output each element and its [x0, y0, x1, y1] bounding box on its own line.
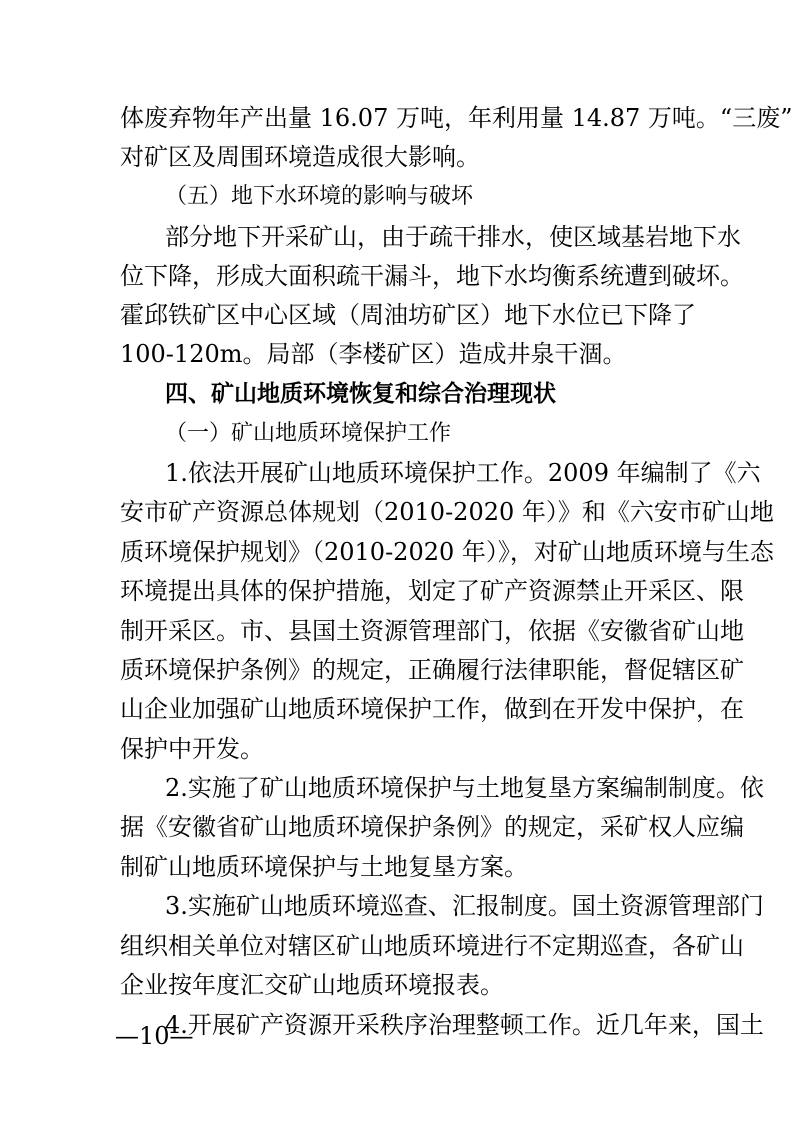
body-text-line: 据《安徽省矿山地质环境保护条例》的规定，采矿权人应编 [120, 813, 744, 841]
section-subheading: （五）地下水环境的影响与破坏 [165, 184, 474, 209]
body-text-line: 制矿山地质环境保护与土地复垦方案。 [120, 853, 528, 881]
body-text-line: 1.依法开展矿山地质环境保护工作。2009 年编制了《六 [165, 459, 761, 487]
body-text-line: 企业按年度汇交矿山地质环境报表。 [120, 971, 504, 999]
body-text-line: 2.实施了矿山地质环境保护与土地复垦方案编制制度。依 [165, 774, 764, 802]
body-text-line: 质环境保护规划》（2010-2020 年）》，对矿山地质环境与生态 [120, 538, 774, 566]
body-text-line: 对矿区及周围环境造成很大影响。 [120, 143, 480, 171]
body-text-line: 霍邱铁矿区中心区域（周油坊矿区）地下水位已下降了 [120, 301, 696, 329]
body-text-line: 制开采区。市、县国土资源管理部门，依据《安徽省矿山地 [120, 617, 744, 645]
body-text-line: 保护中开发。 [120, 735, 264, 763]
body-text-line: 山企业加强矿山地质环境保护工作，做到在开发中保护，在 [120, 695, 744, 723]
body-text-line: 组织相关单位对辖区矿山地质环境进行不定期巡查，各矿山 [120, 932, 744, 960]
page-number: —10— [115, 1022, 194, 1050]
body-text-line: 位下降，形成大面积疏干漏斗，地下水均衡系统遭到破坏。 [120, 262, 744, 290]
body-text-line: 质环境保护条例》的规定，正确履行法律职能，督促辖区矿 [120, 656, 744, 684]
body-text-line: 安市矿产资源总体规划（2010-2020 年）》和《六安市矿山地 [120, 498, 774, 526]
body-text-line: 4.开展矿产资源开采秩序治理整顿工作。近几年来，国土 [165, 1011, 764, 1039]
body-text-line: 部分地下开采矿山，由于疏干排水，使区域基岩地下水 [165, 223, 741, 251]
body-text-line: 环境提出具体的保护措施，划定了矿产资源禁止开采区、限 [120, 577, 744, 605]
section-subheading: （一）矿山地质环境保护工作 [165, 421, 452, 446]
section-heading: 四、矿山地质环境恢复和综合治理现状 [165, 381, 556, 407]
body-text-line: 体废弃物年产出量 16.07 万吨，年利用量 14.87 万吨。“三废” [120, 104, 793, 132]
body-text-line: 3.实施矿山地质环境巡查、汇报制度。国土资源管理部门 [165, 892, 764, 920]
body-text-line: 100-120m。局部（李楼矿区）造成井泉干涸。 [120, 340, 627, 368]
